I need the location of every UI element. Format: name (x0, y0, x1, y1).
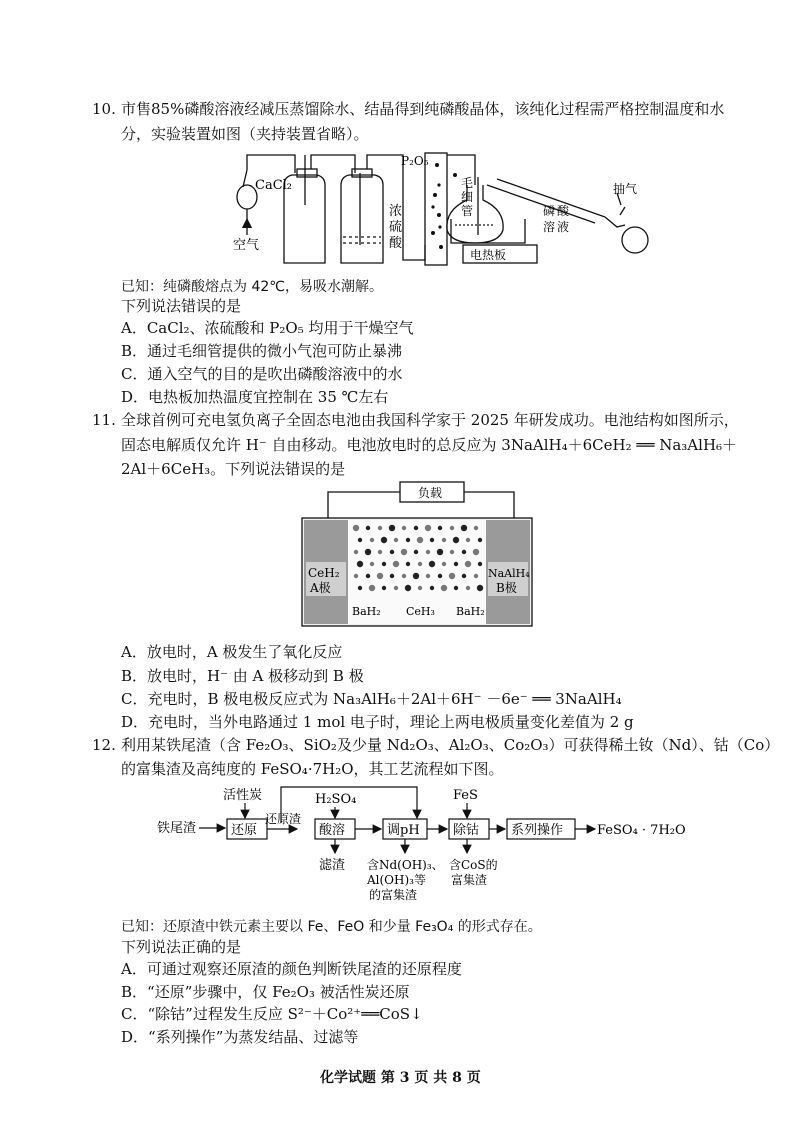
electrolyte-particle (442, 538, 446, 542)
fig-label-right-material: NaAlH₄ (488, 567, 530, 580)
q11-battery-figure (300, 480, 535, 630)
electrolyte-particle (382, 586, 386, 590)
electrolyte-particle (402, 526, 406, 530)
electrolyte-particle (370, 562, 374, 566)
fig-label-ceh3: CeH₃ (406, 605, 435, 618)
electrolyte-particle (354, 574, 358, 578)
electrolyte-particle (406, 562, 410, 566)
q11-option-a: A．放电时，A 极发生了氧化反应 (121, 643, 343, 661)
flow-step-cobalt: 除钴 (453, 823, 480, 838)
fig-label-cacl2: CaCl₂ (255, 178, 293, 193)
fig-label-phos-3: 溶 (543, 220, 556, 234)
electrolyte-particle (389, 525, 395, 531)
electrolyte-particle (461, 525, 467, 531)
flow-waste-nd-2: Al(OH)₃等 (367, 873, 426, 887)
electrolyte-particle (390, 550, 394, 554)
electrolyte-particle (438, 574, 442, 578)
electrolyte-particle (413, 573, 419, 579)
electrolyte-particle (382, 562, 386, 566)
electrolyte-particle (366, 526, 370, 530)
q12-option-b: B．“还原”步骤中，仅 Fe₂O₃ 被活性炭还原 (121, 983, 410, 1001)
electrolyte-particle (429, 561, 435, 567)
fig-label-capillary-1: 毛 (461, 176, 474, 190)
electrolyte-particle (430, 586, 434, 590)
q12-known: 已知：还原渣中铁元素主要以 Fe、FeO 和少量 Fe₃O₄ 的形式存在。 (121, 919, 542, 935)
fig-label-vacuum: 抽气 (613, 182, 638, 196)
q12-stem-line1: 利用某铁尾渣（含 Fe₂O₃、SiO₂及少量 Nd₂O₃、Al₂O₃、Co₂O₃）可获得稀土钕（Nd）、钴（Co） (121, 736, 780, 754)
electrolyte-particle (465, 561, 471, 567)
electrolyte-particle (418, 586, 422, 590)
flow-product: FeSO₄ · 7H₂O (597, 823, 686, 838)
electrolyte-particle (466, 538, 470, 542)
fig-label-conc-acid-2: 硫 (389, 220, 403, 235)
fig-label-left-electrode: A极 (310, 581, 331, 595)
q10-stem-line1: 市售85%磷酸溶液经减压蒸馏除水、结晶得到纯磷酸晶体，该纯化过程需严格控制温度和水 (121, 100, 725, 118)
q11-stem-line1: 全球首例可充电氢负离子全固态电池由我国科学家于 2025 年研发成功。电池结构如图所示， (121, 411, 739, 429)
electrolyte-particle (453, 537, 459, 543)
electrolyte-particle (454, 586, 458, 590)
fig-label-conc-acid-1: 浓 (389, 204, 403, 219)
q10-stem-line2: 分，实验装置如图（夹持装置省略）。 (121, 125, 369, 143)
fig-label-left-material: CeH₂ (308, 566, 340, 580)
q12-process-flow (155, 785, 710, 915)
electrolyte-particle (437, 549, 443, 555)
electrolyte-particle (378, 550, 382, 554)
q10-option-c: C．通入空气的目的是吹出磷酸溶液中的水 (121, 365, 403, 383)
electrolyte-particle (378, 526, 382, 530)
flow-step-acid: 酸溶 (319, 823, 346, 838)
q12-stem-line2: 的富集渣及高纯度的 FeSO₄·7H₂O，其工艺流程如下图。 (121, 760, 504, 778)
electrolyte-particle (370, 538, 374, 542)
electrolyte-particle (441, 585, 447, 591)
electrolyte-particle (401, 549, 407, 555)
flow-step-series: 系列操作 (511, 823, 564, 838)
electrolyte-particle (473, 549, 479, 555)
fig-label-load: 负载 (418, 486, 443, 500)
fig-label-bah2-left: BaH₂ (352, 605, 381, 618)
fig-label-phos-2: 酸 (557, 204, 570, 218)
electrolyte-particle (414, 526, 418, 530)
q11-option-c: C．充电时，B 极电极反应式为 Na₃AlH₆＋2Al＋6H⁻ －6e⁻ ══ 3NaAlH₄ (121, 690, 622, 708)
q12-ask: 下列说法正确的是 (121, 938, 242, 956)
flow-waste-nd-1: 含Nd(OH)₃、 (367, 858, 444, 872)
electrolyte-particle (477, 585, 483, 591)
electrolyte-particle (377, 573, 383, 579)
electrolyte-particle (426, 574, 430, 578)
electrolyte-particle (353, 525, 359, 531)
electrolyte-particle (466, 586, 470, 590)
electrolyte-particle (365, 549, 371, 555)
q12-option-d: D．“系列操作”为蒸发结晶、过滤等 (121, 1028, 359, 1046)
q10-option-b: B．通过毛细管提供的微小气泡可防止暴沸 (121, 342, 403, 360)
electrolyte-particle (357, 561, 363, 567)
electrolyte-particle (417, 537, 423, 543)
q11-stem-line2: 固态电解质仅允许 H⁻ 自由移动。电池放电时的总反应为 3NaAlH₄＋6CeH₂ ══ Na₃AlH₆＋ (121, 436, 738, 454)
fig-label-phos-4: 液 (557, 220, 570, 234)
electrolyte-particle (414, 550, 418, 554)
q11-stem-line3: 2Al＋6CeH₃。下列说法错误的是 (121, 460, 346, 478)
flow-waste-filter: 滤渣 (319, 858, 346, 873)
electrolyte-particle (393, 561, 399, 567)
q10-ask: 下列说法错误的是 (121, 297, 242, 315)
electrolyte-particle (406, 538, 410, 542)
electrolyte-particle (430, 538, 434, 542)
q10-known: 已知：纯磷酸熔点为 42℃，易吸水潮解。 (121, 279, 383, 295)
fig-label-capillary-2: 细 (461, 190, 474, 204)
electrolyte-particle (442, 562, 446, 566)
flow-step-ph: 调pH (387, 823, 420, 838)
fig-label-conc-acid-3: 酸 (389, 236, 403, 251)
fig-label-bah2-right: BaH₂ (456, 605, 485, 618)
electrolyte-particle (454, 562, 458, 566)
q11-option-b: B．放电时，H⁻ 由 A 极移动到 B 极 (121, 667, 364, 685)
flow-input: 铁尾渣 (157, 821, 197, 836)
electrolyte-particle (354, 550, 358, 554)
electrolyte-particle (478, 562, 482, 566)
flow-waste-co-1: 含CoS的 (449, 858, 498, 872)
fig-label-p2o5: P₂O₅ (401, 154, 429, 168)
q10-number: 10. (92, 100, 116, 118)
flow-reagent-h2so4: H₂SO₄ (315, 792, 357, 807)
q12-number: 12. (92, 736, 116, 754)
electrolyte-particle (425, 525, 431, 531)
electrolyte-particle (474, 574, 478, 578)
electrolyte-particle (450, 526, 454, 530)
flow-waste-co-2: 富集渣 (451, 873, 488, 887)
fig-label-phos-1: 磷 (543, 204, 556, 218)
electrolyte-particle (369, 585, 375, 591)
page-footer: 化学试题 第 3 页 共 8 页 (320, 1070, 481, 1086)
fig-label-air: 空气 (233, 238, 260, 253)
electrolyte-particle (449, 573, 455, 579)
electrolyte-particle (358, 538, 362, 542)
q10-apparatus-figure (225, 145, 650, 275)
electrolyte-particle (394, 538, 398, 542)
flow-mid-residue: 还原渣 (265, 812, 302, 826)
electrolyte-particle (418, 562, 422, 566)
q12-option-a: A．可通过观察还原渣的颜色判断铁尾渣的还原程度 (121, 960, 462, 978)
q11-option-d: D．充电时，当外电路通过 1 mol 电子时，理论上两电极质量变化差值为 2 g (121, 713, 634, 731)
electrolyte-particle (462, 550, 466, 554)
electrolyte-particle (426, 550, 430, 554)
flow-reagent-fes: FeS (453, 788, 478, 803)
q10-option-a: A．CaCl₂、浓硫酸和 P₂O₅ 均用于干燥空气 (121, 319, 414, 337)
fig-label-capillary-3: 管 (461, 204, 474, 218)
q12-option-c: C．“除钴”过程发生反应 S²⁻＋Co²⁺══CoS↓ (121, 1005, 423, 1023)
flow-step-reduce: 还原 (231, 823, 258, 838)
electrolyte-particle (405, 585, 411, 591)
fig-label-heater: 电热板 (470, 248, 507, 262)
electrolyte-particle (474, 526, 478, 530)
electrolyte-particle (381, 537, 387, 543)
flow-waste-nd-3: 的富集渣 (369, 888, 418, 902)
electrolyte-particle (358, 586, 362, 590)
electrolyte-particle (402, 574, 406, 578)
electrolyte-particle (462, 574, 466, 578)
electrolyte-particle (390, 574, 394, 578)
electrolyte-particle (394, 586, 398, 590)
q10-option-d: D．电热板加热温度宜控制在 35 ℃左右 (121, 388, 389, 406)
electrolyte-particle (438, 526, 442, 530)
fig-label-right-electrode: B极 (496, 581, 517, 595)
electrolyte-particle (450, 550, 454, 554)
flow-reagent-activated-carbon: 活性炭 (223, 788, 263, 803)
electrolyte-particle (478, 538, 482, 542)
electrolyte-particle (366, 574, 370, 578)
q11-number: 11. (92, 411, 116, 429)
